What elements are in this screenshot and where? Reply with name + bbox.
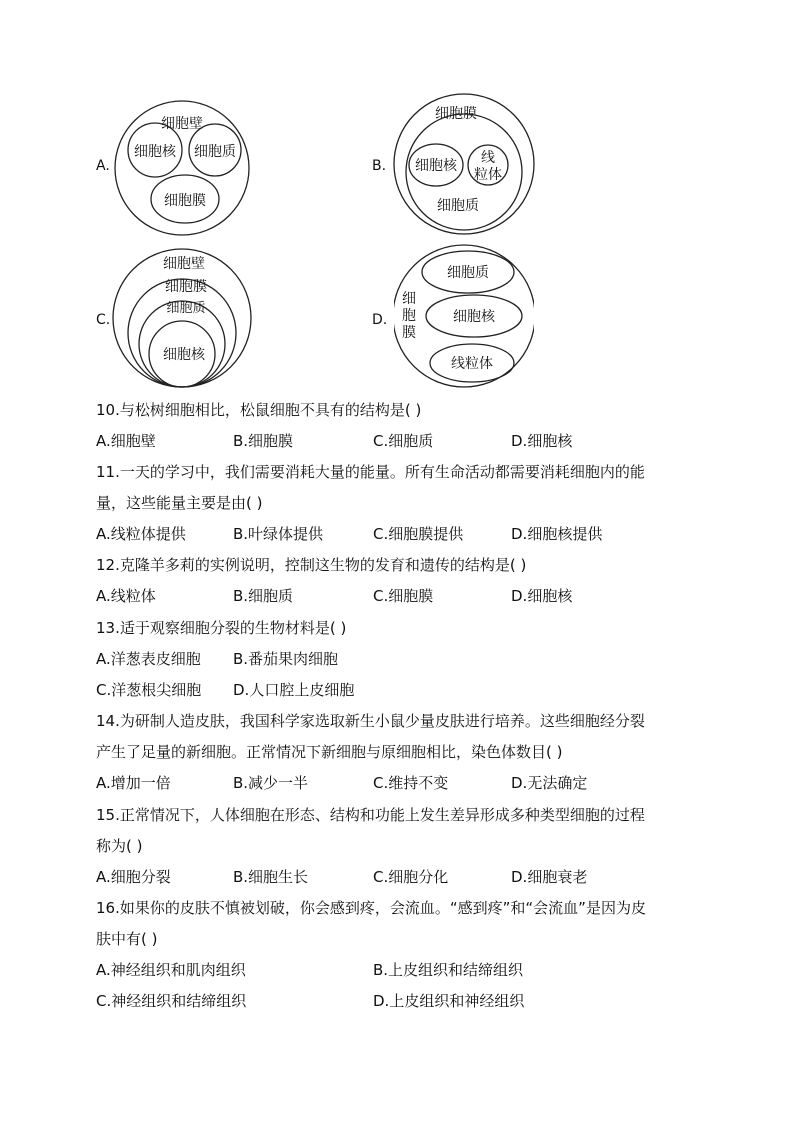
q10-option-d[interactable]: D.细胞核: [511, 432, 573, 450]
q13-stem: 13.适于观察细胞分裂的生物材料是( ): [96, 619, 347, 637]
q15-option-c[interactable]: C.细胞分化: [373, 868, 449, 886]
q15-option-d[interactable]: D.细胞衰老: [511, 868, 588, 886]
q16-option-d[interactable]: D.上皮组织和神经组织: [373, 992, 525, 1010]
q16-stem-cont: 肤中有( ): [96, 930, 158, 948]
q14-option-d[interactable]: D.无法确定: [511, 774, 588, 792]
label-membrane: 细胞膜: [164, 193, 206, 209]
q14-stem-cont: 产生了足量的新细胞。正常情况下新细胞与原细胞相比，染色体数目( ): [96, 743, 563, 761]
label-nucleus: 细胞核: [453, 309, 495, 325]
q10-stem: 10.与松树细胞相比，松鼠细胞不具有的结构是( ): [96, 401, 422, 419]
q11-option-c[interactable]: C.细胞膜提供: [373, 525, 464, 543]
label-cytoplasm: 细胞质: [166, 301, 206, 316]
diagram-c: [112, 246, 257, 392]
q13-option-c[interactable]: C.洋葱根尖细胞: [96, 681, 202, 699]
q16-option-b[interactable]: B.上皮组织和结缔组织: [373, 961, 524, 979]
label-membrane-1: 细: [402, 291, 416, 307]
q14-option-b[interactable]: B.减少一半: [233, 774, 309, 792]
label-cytoplasm: 细胞质: [447, 265, 489, 281]
label-cytoplasm: 细胞质: [437, 198, 479, 214]
label-membrane: 细胞膜: [165, 279, 207, 295]
q10-option-a[interactable]: A.细胞壁: [96, 432, 156, 450]
diagram-d: [394, 243, 534, 391]
q11-option-b[interactable]: B.叶绿体提供: [233, 525, 324, 543]
label-nucleus: 细胞核: [415, 158, 457, 174]
label-cytoplasm: 细胞质: [194, 144, 236, 160]
q16-stem: 16.如果你的皮肤不慎被划破，你会感到疼，会流血。“感到疼”和“会流血”是因为皮: [96, 899, 646, 917]
q14-option-c[interactable]: C.维持不变: [373, 774, 449, 792]
q15-stem-cont: 称为( ): [96, 837, 143, 855]
label-cell-wall: 细胞壁: [163, 256, 205, 272]
q15-stem: 15.正常情况下，人体细胞在形态、结构和功能上发生差异形成多种类型细胞的过程: [96, 806, 645, 824]
label-nucleus: 细胞核: [163, 347, 205, 363]
q12-option-d[interactable]: D.细胞核: [511, 587, 573, 605]
q16-option-c[interactable]: C.神经组织和结缔组织: [96, 992, 247, 1010]
diagram-b-letter: B.: [372, 158, 387, 174]
q12-option-c[interactable]: C.细胞膜: [373, 587, 434, 605]
diagram-a: [112, 98, 257, 238]
diagram-c-letter: C.: [96, 312, 111, 328]
q15-option-a[interactable]: A.细胞分裂: [96, 868, 171, 886]
q11-option-a[interactable]: A.线粒体提供: [96, 525, 186, 543]
label-mito-2: 粒体: [474, 167, 502, 183]
q15-option-b[interactable]: B.细胞生长: [233, 868, 309, 886]
label-cell-wall: 细胞壁: [161, 116, 203, 132]
diagram-a-letter: A.: [96, 158, 110, 174]
label-membrane-3: 膜: [402, 325, 416, 341]
q10-option-c[interactable]: C.细胞质: [373, 432, 434, 450]
label-membrane-2: 胞: [402, 308, 416, 324]
q13-option-a[interactable]: A.洋葱表皮细胞: [96, 650, 201, 668]
q13-option-d[interactable]: D.人口腔上皮细胞: [233, 681, 355, 699]
label-mitochondria: 线粒体: [451, 356, 493, 372]
q12-option-a[interactable]: A.线粒体: [96, 587, 156, 605]
label-mito-1: 线: [481, 150, 495, 166]
q16-option-a[interactable]: A.神经组织和肌肉组织: [96, 961, 246, 979]
q11-stem-cont: 量，这些能量主要是由( ): [96, 494, 263, 512]
q12-option-b[interactable]: B.细胞质: [233, 587, 294, 605]
q12-stem: 12.克隆羊多莉的实例说明，控制这生物的发育和遗传的结构是( ): [96, 556, 527, 574]
label-nucleus: 细胞核: [134, 144, 176, 160]
q14-stem: 14.为研制人造皮肤，我国科学家选取新生小鼠少量皮肤进行培养。这些细胞经分裂: [96, 712, 645, 730]
label-membrane: 细胞膜: [435, 106, 477, 122]
q14-option-a[interactable]: A.增加一倍: [96, 774, 171, 792]
q11-option-d[interactable]: D.细胞核提供: [511, 525, 603, 543]
q11-stem: 11.一天的学习中，我们需要消耗大量的能量。所有生命活动都需要消耗细胞内的能: [96, 463, 645, 481]
diagram-d-letter: D.: [372, 312, 388, 328]
q10-option-b[interactable]: B.细胞膜: [233, 432, 294, 450]
q13-option-b[interactable]: B.番茄果肉细胞: [233, 650, 339, 668]
membrane-circle: [128, 279, 236, 387]
diagram-b: [392, 92, 537, 237]
